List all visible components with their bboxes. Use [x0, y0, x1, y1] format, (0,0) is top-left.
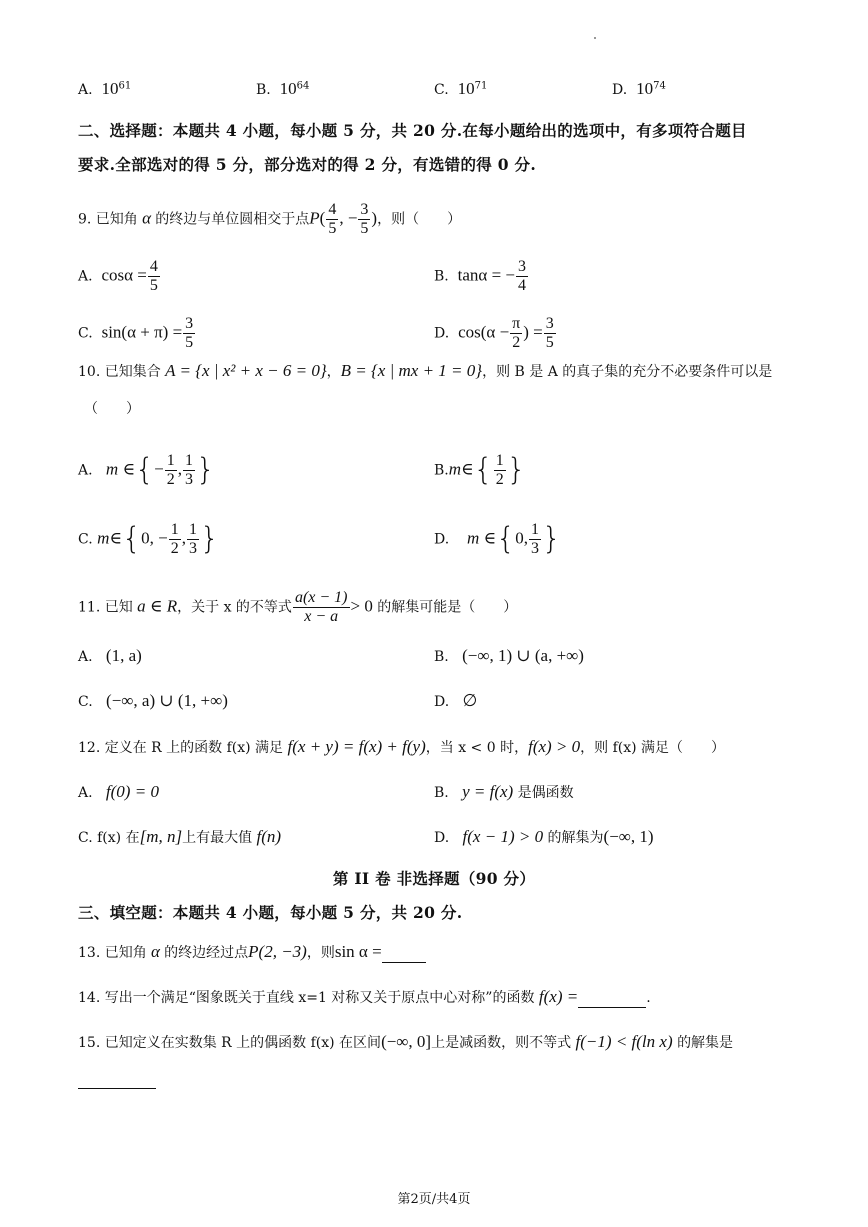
section2-heading-line1: 二、选择题：本题共 4 小题，每小题 5 分，共 20 分.在每小题给出的选项中，有多项符合题目: [78, 121, 747, 140]
q10-option-b: B.m∈{ $\frac{1}{2}$ }: [434, 452, 526, 488]
q8-option-d: D. $10^{74}$: [612, 79, 666, 98]
section2-heading-line2: 要求.全部选对的得 5 分，部分选对的得 2 分，有选错的得 0 分.: [78, 155, 537, 174]
page-footer: 第2页/共4页: [397, 1192, 471, 1207]
q8-option-c: C. $10^{71}$: [434, 79, 488, 98]
q10-answer-paren: （ ）: [84, 401, 140, 417]
q15-stem: 15. 已知定义在实数集 R 上的偶函数 f(x) 在区间(−∞, 0]上是减函数，则不等式 f(−1) < f(ln x) 的解集是: [78, 1032, 734, 1051]
q13-answer-blank[interactable]: [382, 946, 426, 963]
q12-option-c: C. f(x) 在[m, n]上有最大值 f(n): [78, 827, 282, 846]
q12-option-d: D. f(x − 1) > 0 的解集为(−∞, 1): [434, 827, 654, 846]
q12-option-a: A. f(0) = 0: [78, 782, 159, 801]
q12-option-b: B. y = f(x) 是偶函数: [434, 782, 574, 801]
part2-title: 第 II 卷 非选择题（90 分）: [332, 869, 536, 888]
q11-option-b: B. (−∞, 1) ∪ (a, +∞): [434, 646, 584, 665]
q11-option-a: A. (1, a): [78, 646, 142, 665]
q10-option-a: A. m ∈{− $\frac{1}{2}$ , $\frac{1}{3}$ }: [78, 452, 216, 488]
q9-stem: 9. 已知角 α 的终边与单位圆相交于点P( $\frac{4}{5}$ , − $\frac{3}{5}$ )，则（ ）: [78, 201, 462, 237]
q8-option-a: A. $10^{61}$: [78, 79, 132, 98]
q11-option-d: D. ∅: [434, 691, 478, 710]
q15-answer-blank[interactable]: [78, 1072, 156, 1089]
q10-option-c: C. m∈{0, − $\frac{1}{2}$ , $\frac{1}{3}$ }: [78, 521, 220, 557]
q9-option-d: D. cos(α − $\frac{\pi}{2}$ ) = $\frac{3}{5}$: [434, 315, 554, 351]
q14-answer-blank[interactable]: [578, 991, 646, 1008]
q9-option-a: A. cosα = $\frac{4}{5}$: [78, 258, 158, 294]
section3-heading: 三、填空题：本题共 4 小题，每小题 5 分，共 20 分.: [78, 903, 463, 922]
q11-stem: 11. 已知 a ∈ R，关于 x 的不等式 $\frac{a(x - 1)}{x - a}$ > 0 的解集可能是（ ）: [78, 589, 518, 625]
q10-stem: 10. 已知集合 A = {x | x² + x − 6 = 0}，B = {x | mx + 1 = 0}，则 B 是 A 的真子集的充分不必要条件可以是: [78, 361, 773, 380]
q9-option-c: C. sin(α + π) = $\frac{3}{5}$: [78, 315, 194, 351]
q12-stem: 12. 定义在 R 上的函数 f(x) 满足 f(x + y) = f(x) + f(y)，当 x < 0 时，f(x) > 0，则 f(x) 满足（ ）: [78, 737, 726, 756]
q14-stem: 14. 写出一个满足“图象既关于直线 x=1 对称又关于原点中心对称”的函数 f(x) = .: [78, 987, 651, 1006]
q8-option-b: B. $10^{64}$: [256, 79, 310, 98]
q13-stem: 13. 已知角 α 的终边经过点P(2, −3)，则sin α =: [78, 942, 426, 963]
q10-option-d: D. m ∈{0, $\frac{1}{3}$ }: [434, 521, 562, 557]
scan-speck: [594, 37, 596, 39]
q9-option-b: B. tanα = − $\frac{3}{4}$: [434, 258, 527, 294]
q11-option-c: C. (−∞, a) ∪ (1, +∞): [78, 691, 228, 710]
